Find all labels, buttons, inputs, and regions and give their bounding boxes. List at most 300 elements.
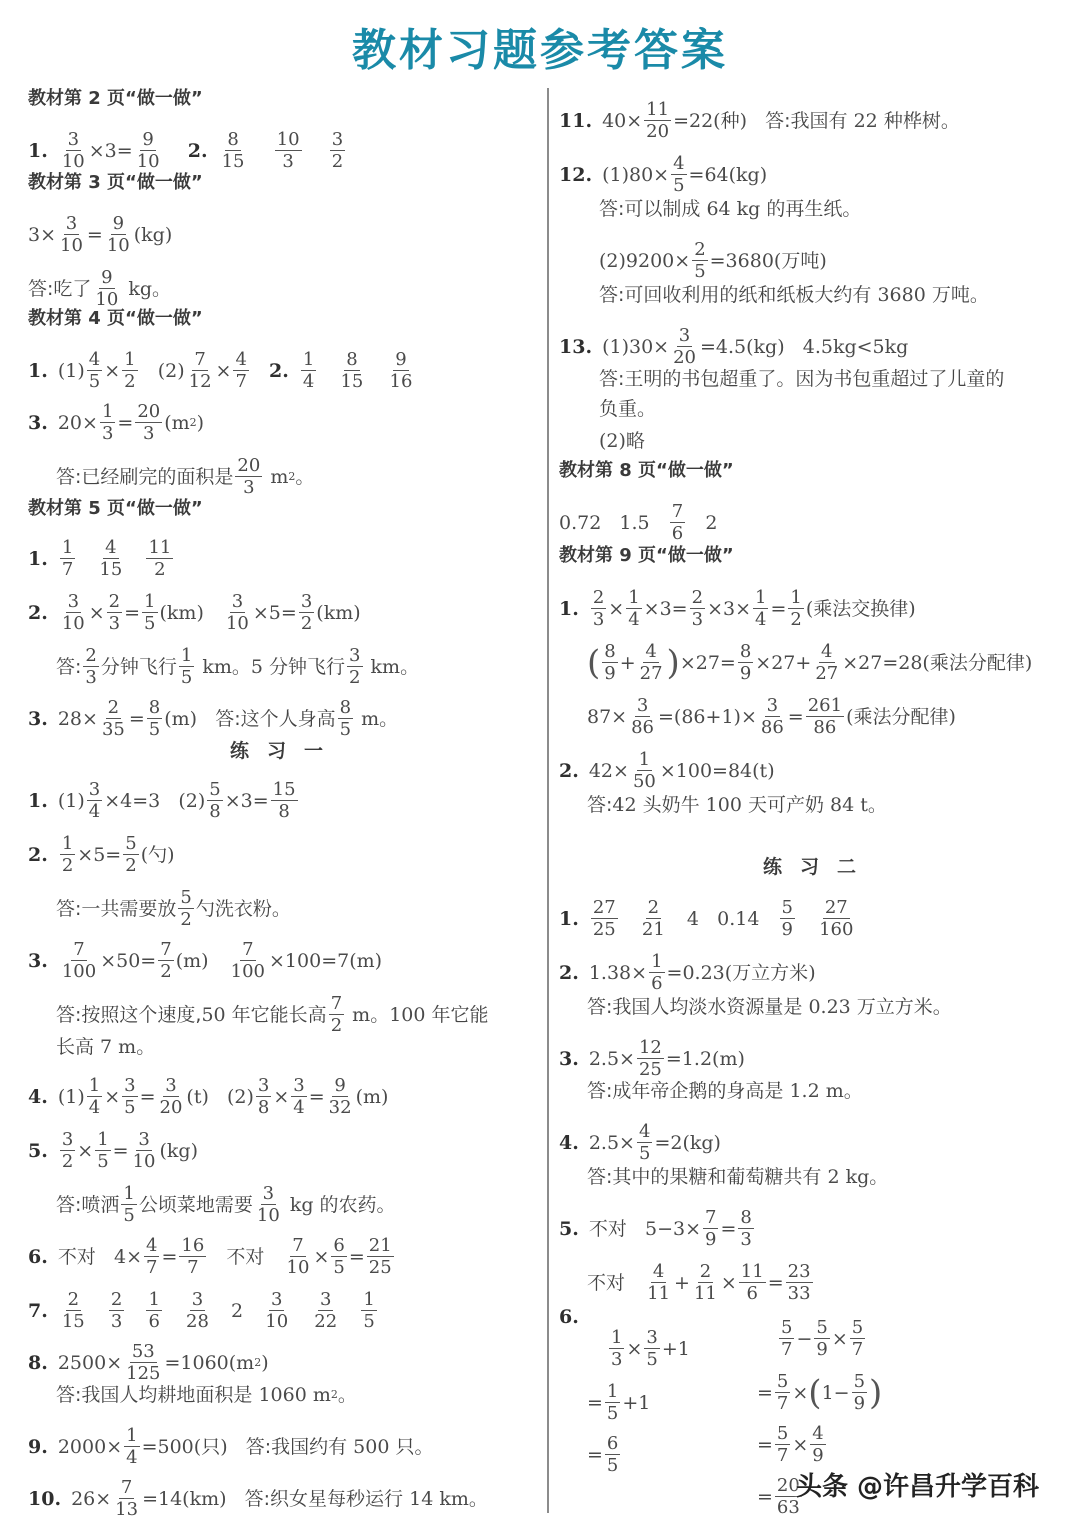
denominator: 86: [813, 717, 837, 738]
expression-text: =: [112, 1139, 129, 1162]
fraction: [263, 1290, 290, 1331]
answer-text: 答:: [587, 794, 613, 816]
expression-text: 28×: [57, 707, 98, 730]
answer-line: [28, 1130, 198, 1171]
numerator: 7: [73, 939, 85, 960]
expression-text: =: [139, 1085, 156, 1108]
numerator: 3: [320, 1289, 332, 1310]
numerator: 5: [776, 1423, 789, 1444]
fraction: [312, 1290, 339, 1331]
denominator: 11: [647, 1283, 671, 1304]
expression-text: 500: [347, 1435, 396, 1458]
numerator: 7: [160, 939, 172, 960]
numerator: 11: [646, 99, 670, 120]
numerator: 8: [740, 1207, 752, 1228]
expression-text: =: [587, 1391, 603, 1414]
question-number: 5.: [559, 1217, 579, 1240]
numerator: 3: [766, 695, 779, 716]
denominator: 27: [639, 663, 663, 684]
expression-text: 26×: [71, 1487, 112, 1510]
answer-line: [587, 696, 956, 737]
numerator: 2: [85, 645, 97, 666]
numerator: 4: [652, 1261, 665, 1282]
answer-text: 不对: [57, 1245, 96, 1268]
question-number: 6.: [28, 1245, 48, 1268]
expression-text: [164, 140, 188, 162]
expression-text: +: [674, 1271, 690, 1294]
answer-text: 长高: [56, 1036, 95, 1058]
expression-text: 2.5×: [588, 1131, 635, 1154]
expression-text: 教材第 3 页“做一做”: [28, 172, 203, 193]
question-number: 2.: [28, 843, 48, 866]
numerator: 3: [138, 1129, 150, 1150]
denominator: 7: [776, 1393, 789, 1414]
numerator: 2: [592, 587, 605, 608]
answer-line: [56, 456, 314, 497]
expression-text: 2500×: [57, 1351, 123, 1374]
expression-text: 2 kg。: [821, 1166, 889, 1188]
denominator: 50: [632, 771, 656, 792]
denominator: 9: [739, 663, 752, 684]
fraction: [58, 214, 85, 255]
numerator: 6: [333, 1235, 345, 1256]
numerator: 1: [302, 349, 315, 370]
expression-text: 2000×: [57, 1435, 123, 1458]
denominator: 25: [638, 1059, 662, 1080]
numerator: 8: [739, 641, 752, 662]
question-number: 8.: [28, 1351, 48, 1374]
expression-text: 教材第 5 页“做一做”: [28, 498, 203, 519]
expression-text: =: [348, 1245, 365, 1268]
fraction: [275, 130, 302, 171]
answer-line: [559, 898, 857, 939]
fraction: [338, 350, 365, 391]
fraction: [301, 350, 316, 391]
denominator: 3: [740, 1229, 752, 1250]
answer-line: [599, 398, 656, 420]
expression-text: [77, 548, 95, 570]
denominator: 5: [97, 1151, 109, 1172]
fraction: [121, 1184, 136, 1225]
denominator: 2: [160, 961, 172, 982]
answer-text: 答:按照这个速度,: [56, 1003, 202, 1026]
expression-text: =: [757, 1485, 773, 1508]
answer-line: [559, 952, 816, 993]
numerator: 4: [645, 641, 657, 662]
expression-text: 4×: [95, 1245, 142, 1268]
expression-text: =: [308, 1085, 325, 1108]
numerator: 3: [262, 1183, 275, 1204]
expression-text: ×: [831, 1327, 848, 1350]
denominator: 35: [101, 719, 125, 740]
fraction: [135, 130, 162, 171]
denominator: 4: [126, 1447, 138, 1468]
denominator: 5: [180, 667, 193, 688]
fraction: [814, 1318, 829, 1359]
expression-text: =1.2(m): [665, 1047, 745, 1070]
denominator: 33: [787, 1283, 811, 1304]
expression-text: 22: [847, 109, 884, 132]
denominator: 3: [101, 423, 114, 444]
answer-text: 负重。: [599, 398, 657, 420]
fraction: [144, 1236, 159, 1277]
fraction: [233, 350, 248, 391]
fraction: [780, 898, 795, 939]
denominator: 10: [61, 613, 85, 634]
expression-text: 7 m。: [94, 1036, 156, 1058]
parenthesis: (: [587, 642, 601, 683]
denominator: 2: [330, 1015, 343, 1036]
expression-text: 2: [687, 511, 718, 534]
fraction: [671, 154, 686, 195]
denominator: 4: [628, 609, 640, 630]
expression-text: [292, 1300, 310, 1322]
fraction: [786, 1262, 813, 1303]
expression-text: =0.23(: [666, 961, 733, 984]
denominator: 15: [221, 151, 245, 172]
denominator: 32: [328, 1097, 352, 1118]
numerator: 3: [331, 129, 344, 150]
denominator: 3: [282, 151, 294, 172]
question-number: 2.: [559, 961, 579, 984]
denominator: 5: [339, 719, 352, 740]
fraction: [60, 940, 98, 981]
expression-text: [341, 1300, 359, 1322]
answer-text: 只: [201, 1435, 221, 1458]
answer-line: [587, 1080, 863, 1102]
expression-text: (2)9200×: [599, 249, 691, 272]
fraction: [759, 696, 786, 737]
answer-text: 分钟飞行: [269, 655, 346, 678]
question-number: 4.: [28, 1085, 48, 1108]
expression-text: =: [787, 705, 804, 728]
expression-text: ×: [273, 1085, 290, 1108]
denominator: 6: [148, 1311, 160, 1332]
denominator: 10: [265, 1311, 289, 1332]
answer-line: [56, 888, 291, 929]
answer-line: [757, 1424, 828, 1465]
fraction: [124, 1342, 162, 1383]
denominator: 20: [673, 347, 696, 368]
expression-text: ): [196, 411, 205, 434]
fraction: [605, 1434, 620, 1475]
fraction: [87, 780, 102, 821]
expression-text: 0.23: [802, 996, 857, 1018]
denominator: 10: [106, 235, 130, 256]
expression-text: ×: [215, 359, 232, 382]
denominator: 5: [363, 1311, 375, 1332]
expression-text: −: [796, 1327, 813, 1350]
numerator: 27: [592, 897, 616, 918]
fraction: [100, 402, 115, 443]
expression-text: 100: [699, 794, 748, 816]
denominator: 10: [136, 151, 160, 172]
expression-text: m。100: [346, 1003, 432, 1026]
expression-text: ): [808, 961, 816, 984]
section-heading: [28, 308, 203, 330]
denominator: 2: [790, 609, 802, 630]
expression-text: ): [1024, 651, 1033, 674]
answer-line: [587, 1262, 815, 1303]
expression-text: =: [720, 1217, 737, 1240]
expression-text: 1.2 m。: [783, 1080, 863, 1102]
expression-text: [249, 140, 273, 162]
expression-text: ×3=: [224, 789, 269, 812]
denominator: 7: [776, 1445, 789, 1466]
numerator: 3: [257, 1075, 270, 1096]
numerator: 5: [816, 1317, 828, 1338]
fraction: [224, 592, 251, 633]
answer-line: [28, 834, 175, 875]
expression-text: =14(km): [142, 1487, 245, 1510]
fraction: [135, 402, 162, 443]
question-number: 12.: [559, 163, 593, 186]
numerator: 2: [691, 587, 704, 608]
answer-text: 答:我国有: [765, 109, 848, 132]
fraction: [109, 1290, 124, 1331]
fraction: [158, 940, 173, 981]
answer-line: [56, 1036, 155, 1058]
numerator: 3: [67, 591, 80, 612]
expression-text: (: [140, 843, 149, 866]
expression-text: ): [167, 843, 175, 866]
fraction: [788, 588, 803, 629]
question-number: 1.: [28, 139, 48, 162]
fraction: [95, 1130, 110, 1171]
numerator: 7: [194, 349, 206, 370]
denominator: 100: [230, 961, 266, 982]
answer-line: [28, 350, 416, 391]
answer-text: 答:织女星每秒运行: [244, 1487, 404, 1510]
fraction: [852, 1372, 867, 1413]
answer-line: [56, 1384, 357, 1406]
numerator: 3: [646, 1327, 658, 1348]
answer-text: 答:: [56, 655, 82, 678]
fraction: [775, 1424, 790, 1465]
expression-text: ×27=28(: [842, 651, 930, 674]
answer-text: 答:我国约有: [245, 1435, 348, 1458]
denominator: 2: [125, 855, 137, 876]
question-number: 1.: [28, 359, 48, 382]
fraction: [87, 1076, 102, 1117]
denominator: 10: [132, 1151, 156, 1172]
denominator: 9: [816, 1339, 828, 1360]
answer-text: 乘法交换律: [813, 597, 909, 620]
numerator: 7: [671, 501, 684, 522]
denominator: 6: [746, 1283, 758, 1304]
numerator: 27: [824, 897, 848, 918]
denominator: 5: [646, 1349, 658, 1370]
answer-line: [599, 198, 861, 220]
expression-text: (m): [164, 707, 216, 730]
fraction: [629, 696, 656, 737]
denominator: 5: [673, 175, 685, 196]
numerator: 3: [293, 1075, 305, 1096]
expression-text: ×5=: [77, 843, 122, 866]
numerator: 1: [148, 1289, 160, 1310]
expression-text: 2: [212, 1299, 262, 1322]
expression-text: 64 kg: [700, 198, 767, 220]
fraction: [60, 834, 75, 875]
expression-text: ×: [104, 1085, 121, 1108]
expression-text: 42×: [588, 759, 629, 782]
numerator: 4: [673, 153, 685, 174]
denominator: 11: [693, 1283, 717, 1304]
denominator: 5: [606, 1403, 619, 1424]
answer-line: [559, 1306, 589, 1328]
numerator: 9: [142, 129, 154, 150]
fraction: [100, 698, 127, 739]
answer-line: [28, 268, 171, 309]
expression-text: ×3=: [643, 597, 688, 620]
expression-text: (kg): [159, 1139, 199, 1162]
answer-text: 勺洗衣粉。: [195, 897, 291, 920]
fraction: [123, 834, 138, 875]
numerator: 4: [146, 1235, 158, 1256]
fraction: [105, 214, 132, 255]
fraction: [361, 1290, 376, 1331]
fraction: [122, 1076, 137, 1117]
denominator: 2: [331, 151, 344, 172]
expression-text: ×100=7(m): [269, 949, 383, 972]
fraction: [146, 1290, 161, 1331]
fraction: [83, 646, 98, 687]
section-heading: [763, 856, 874, 878]
fraction: [739, 1262, 766, 1303]
expression-text: 。: [337, 1384, 357, 1406]
numerator: 2: [108, 591, 121, 612]
expression-text: ×50=: [100, 949, 157, 972]
answer-line: [599, 368, 1004, 390]
expression-text: [367, 360, 385, 382]
expression-text: 1.38×: [588, 961, 648, 984]
expression-text: (1)30×: [602, 335, 670, 358]
numerator: 2: [647, 897, 660, 918]
numerator: 7: [705, 1207, 717, 1228]
superscript: 2: [254, 1355, 262, 1369]
answer-text: 不对: [587, 1271, 626, 1294]
numerator: 5: [781, 897, 793, 918]
denominator: 5: [606, 1455, 619, 1476]
answer-line: [28, 402, 204, 443]
expression-text: [126, 1300, 144, 1322]
expression-text: =: [587, 1443, 603, 1466]
expression-text: [304, 140, 328, 162]
fraction: [299, 592, 314, 633]
denominator: 86: [760, 717, 784, 738]
answer-line: [559, 154, 767, 195]
denominator: 9: [853, 1393, 866, 1414]
expression-text: km。: [364, 655, 420, 678]
numerator: 8: [227, 129, 239, 150]
fraction: [388, 350, 415, 391]
numerator: 3: [678, 325, 691, 346]
answer-text: 答:这个人身高: [215, 707, 336, 730]
fraction: [93, 268, 120, 309]
numerator: 10: [276, 129, 300, 150]
expression-text: [89, 1300, 107, 1322]
denominator: 100: [61, 961, 97, 982]
denominator: 3: [592, 609, 605, 630]
denominator: 9: [604, 663, 616, 684]
expression-text: =: [757, 1381, 773, 1404]
denominator: 4: [88, 1097, 101, 1118]
expression-text: 教材第 4 页“做一做”: [28, 308, 203, 329]
expression-text: 教材第 2 页“做一做”: [28, 88, 203, 109]
fraction: [178, 888, 193, 929]
numerator: 8: [148, 697, 161, 718]
section-heading: [28, 498, 203, 520]
answer-line: [28, 538, 175, 579]
expression-text: (1): [57, 789, 85, 812]
expression-text: m: [264, 465, 289, 488]
answer-line: [559, 1122, 721, 1163]
fraction: [690, 588, 705, 629]
numerator: 4: [235, 349, 247, 370]
fraction: [813, 642, 840, 683]
numerator: 9: [334, 1075, 346, 1096]
denominator: 2: [61, 855, 74, 876]
denominator: 2: [180, 909, 192, 930]
question-number: 3.: [28, 949, 48, 972]
fraction: [60, 538, 75, 579]
fraction: [179, 1236, 206, 1277]
fraction: [256, 1076, 271, 1117]
numerator: 7: [330, 993, 343, 1014]
numerator: 1: [363, 1289, 375, 1310]
numerator: 7: [120, 1477, 133, 1498]
page-title: 教材习题参考答案: [352, 25, 728, 76]
answer-line: [587, 1434, 622, 1475]
expression-text: 教材第 8 页“做一做”: [559, 460, 734, 481]
answer-line: [559, 502, 717, 543]
answer-text: 种桦树。: [883, 109, 960, 132]
answer-text: 答:可以制成: [599, 198, 701, 220]
expression-text: =2(kg): [654, 1131, 721, 1154]
denominator: 3: [691, 609, 704, 630]
fraction: [810, 1424, 825, 1465]
numerator: 1: [61, 537, 74, 558]
denominator: 10: [256, 1205, 280, 1226]
question-number: 5.: [28, 1139, 48, 1162]
answer-line: [559, 750, 775, 791]
numerator: 8: [604, 641, 616, 662]
numerator: 20: [776, 1475, 800, 1496]
fraction: [649, 952, 664, 993]
numerator: 1: [61, 833, 74, 854]
numerator: 1: [611, 1327, 623, 1348]
fraction: [775, 1372, 790, 1413]
denominator: 7: [61, 559, 74, 580]
question-number: 1.: [28, 789, 48, 812]
fraction: [644, 100, 671, 141]
denominator: 4: [302, 371, 315, 392]
superscript: 2: [288, 469, 296, 483]
answer-text: 答:吃了: [28, 277, 92, 300]
denominator: 20: [646, 121, 670, 142]
answer-line: [559, 588, 916, 629]
expression-text: 42: [612, 794, 643, 816]
fraction: [330, 130, 345, 171]
fraction: [97, 538, 124, 579]
numerator: 3: [124, 1075, 136, 1096]
expression-text: (km): [159, 601, 222, 624]
denominator: 3: [243, 477, 255, 498]
expression-text: =: [757, 1433, 773, 1456]
expression-text: 40×: [602, 109, 643, 132]
question-number: 1.: [559, 597, 579, 620]
question-number: 11.: [559, 109, 593, 132]
